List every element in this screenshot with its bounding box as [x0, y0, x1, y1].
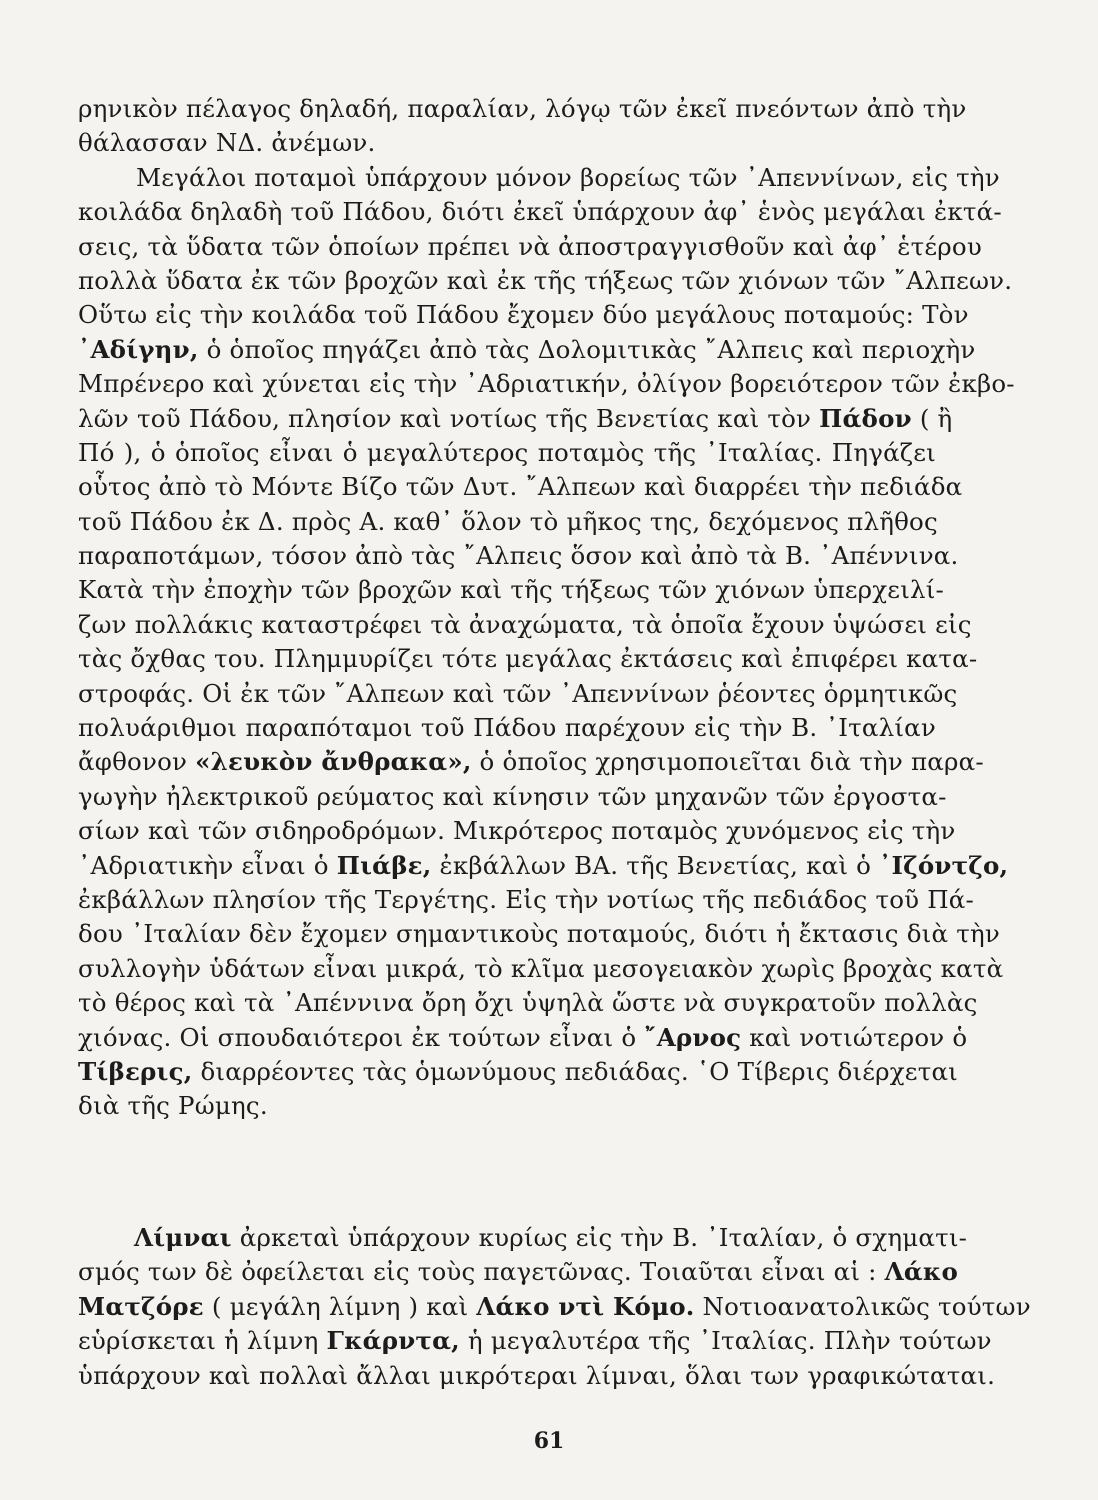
text-line	[78, 711, 936, 745]
text-segment: ὁ ὁποῖος χρησιμοποιεῖται διὰ τὴν παρα-	[471, 747, 984, 777]
text-line	[78, 195, 1002, 229]
text-line	[78, 402, 953, 436]
text-segment: καὶ νοτιώτερον ὁ	[741, 1022, 968, 1052]
text-segment: θάλασσαν ΝΔ. ἀνέμων.	[78, 128, 376, 158]
bold-term: «λευκὸν ἄνθρακα»,	[195, 747, 472, 777]
bold-term: ῎Αρνος	[644, 1022, 742, 1052]
text-segment: τοῦ Πάδου ἐκ Δ. πρὸς Α. καθ᾿ ὅλον τὸ μῆκος της, δεχόμενος πλῆθος	[78, 506, 938, 536]
text-line	[78, 1324, 992, 1358]
text-line	[78, 264, 1013, 298]
text-segment: πολλὰ ὕδατα ἐκ τῶν βροχῶν καὶ ἐκ τῆς τήξεως τῶν χιόνων τῶν ῎Αλπεων.	[78, 265, 1013, 295]
bold-term: Τίβερις,	[78, 1056, 193, 1086]
text-segment: ( ἢ	[911, 403, 953, 433]
text-line	[78, 849, 1009, 883]
text-segment: σεις, τὰ ὕδατα τῶν ὁποίων πρέπει νὰ ἀποστραγγισθοῦν καὶ ἀφ᾿ ἑτέρου	[78, 231, 982, 261]
text-line	[78, 470, 963, 504]
text-line	[78, 745, 984, 779]
text-segment: δου ᾿Ιταλίαν δὲν ἔχομεν σημαντικοὺς ποταμούς, διότι ἡ ἔκτασις διὰ τὴν	[78, 919, 1000, 949]
bold-term: Λάκο	[884, 1257, 959, 1287]
text-segment: οὗτος ἀπὸ τὸ Μόντε Βίζο τῶν Δυτ. ῎Αλπεων καὶ διαρρέει τὴν πεδιάδα	[78, 472, 963, 502]
text-line	[78, 1255, 959, 1289]
text-segment: ἐκβάλλων πλησίον τῆς Τεργέτης. Εἰς τὴν νοτίως τῆς πεδιάδος τοῦ Πά-	[78, 884, 975, 914]
text-segment: ρηνικὸν πέλαγος δηλαδή, παραλίαν, λόγῳ τῶν ἐκεῖ πνεόντων ἀπὸ τὴν	[78, 94, 967, 123]
text-segment: παραποτάμων, τόσον ἀπὸ τὰς ῎Αλπεις ὅσον καὶ ἀπὸ τὰ Β. ᾿Απέννινα.	[78, 541, 959, 571]
text-segment: ( μεγάλη λίμνη ) καὶ	[203, 1291, 477, 1321]
text-segment: χιόνας. Οἱ σπουδαιότεροι ἐκ τούτων εἶναι ὁ	[78, 1022, 645, 1052]
text-segment: Νοτιοανατολικῶς τούτων	[694, 1291, 1031, 1321]
text-line	[78, 1221, 968, 1255]
text-line	[78, 298, 969, 332]
text-segment: συλλογὴν ὑδάτων εἶναι μικρά, τὸ κλῖμα μεσογειακὸν χωρὶς βροχὰς κατὰ	[78, 953, 1004, 983]
text-segment: κοιλάδα δηλαδὴ τοῦ Πάδου, διότι ἐκεῖ ὑπάρχουν ἀφ᾿ ἑνὸς μεγάλαι ἐκτά-	[78, 197, 1002, 227]
text-line	[78, 917, 1000, 951]
text-line	[78, 814, 956, 848]
text-line	[78, 505, 936, 539]
text-segment: διαρρέοντες τὰς ὁμωνύμους πεδιάδας. ῾Ο Τίβερις διέρχεται	[192, 1056, 958, 1086]
bold-term: Πάδον	[819, 403, 912, 433]
text-segment: Μπρένερο καὶ χύνεται εἰς τὴν ᾿Αδριατικήν, ὀλίγον βορειότερον τῶν ἐκβο-	[78, 369, 1015, 399]
text-segment: Οὕτω εἰς τὴν κοιλάδα τοῦ Πάδου ἔχομεν δύο μεγάλους ποταμούς: Τὸν	[78, 300, 969, 330]
text-segment: διὰ τῆς Ρώμης.	[78, 1091, 268, 1121]
text-segment: τὰς ὄχθας του. Πλημμυρίζει τότε μεγάλας ἐκτάσεις καὶ ἐπιφέρει κατα-	[78, 644, 978, 674]
text-line	[78, 573, 945, 607]
rivers-section	[78, 92, 1015, 1124]
text-line	[78, 333, 976, 367]
text-line	[78, 642, 978, 676]
text-segment: τὸ θέρος καὶ τὰ ᾿Απέννινα ὄρη ὄχι ὑψηλὰ ὥστε νὰ συγκρατοῦν πολλὰς	[78, 988, 978, 1018]
text-line	[78, 436, 936, 470]
text-line	[78, 1055, 958, 1089]
text-segment: στροφάς. Οἱ ἐκ τῶν ῎Αλπεων καὶ τῶν ᾿Απεννίνων ῥέοντες ὁρμητικῶς	[78, 678, 958, 708]
text-line	[78, 986, 978, 1020]
paragraph	[78, 161, 1015, 1124]
bold-term: Ματζόρε	[78, 1291, 204, 1321]
text-line	[78, 780, 947, 814]
text-segment: Πό ), ὁ ὁποῖος εἶναι ὁ μεγαλύτερος ποταμὸς τῆς ᾿Ιταλίας. Πηγάζει	[78, 437, 936, 467]
text-line	[78, 952, 1004, 986]
text-line	[78, 1359, 996, 1393]
text-line	[78, 883, 975, 917]
text-segment: ᾿Αδριατικὴν εἶναι ὁ	[78, 850, 337, 880]
text-line	[78, 230, 982, 264]
text-segment: Μεγάλοι ποταμοὶ ὑπάρχουν μόνον βορείως τῶν ᾿Απεννίνων, εἰς τὴν	[136, 162, 1000, 192]
paragraph	[78, 92, 967, 161]
paragraph	[78, 1221, 1031, 1393]
text-line	[78, 161, 1000, 195]
text-segment: ἐκβάλλων ΒΑ. τῆς Βενετίας, καὶ ὁ	[431, 850, 880, 880]
text-segment: γωγὴν ἠλεκτρικοῦ ρεύματος καὶ κίνησιν τῶν μηχανῶν τῶν ἐργοστα-	[78, 781, 947, 811]
text-segment: ὁ ὁποῖος πηγάζει ἀπὸ τὰς Δολομιτικὰς ῎Αλπεις καὶ περιοχὴν	[198, 334, 976, 364]
bold-term: ᾿Ιζόντζο,	[879, 850, 1009, 880]
text-line	[78, 367, 1015, 401]
text-line	[78, 677, 958, 711]
text-line	[78, 608, 972, 642]
bold-term: ᾿Αδίγην,	[78, 334, 199, 364]
text-line	[78, 1021, 968, 1055]
text-line	[78, 1290, 1031, 1324]
text-segment: λῶν τοῦ Πάδου, πλησίον καὶ νοτίως τῆς Βενετίας καὶ τὸν	[78, 403, 820, 433]
text-line	[78, 126, 936, 160]
text-segment: ἡ μεγαλυτέρα τῆς ᾿Ιταλίας. Πλὴν τούτων	[459, 1326, 992, 1356]
bold-term: Γκάρντα,	[326, 1326, 460, 1356]
text-segment: ἀρκεταὶ ὑπάρχουν κυρίως εἰς τὴν Β. ᾿Ιταλίαν, ὁ σχηματι-	[231, 1223, 968, 1252]
text-segment: ὑπάρχουν καὶ πολλαὶ ἄλλαι μικρότεραι λίμναι, ὅλαι των γραφικώταται.	[78, 1360, 996, 1390]
text-segment: πολυάριθμοι παραπόταμοι τοῦ Πάδου παρέχουν εἰς τὴν Β. ᾿Ιταλίαν	[78, 713, 936, 743]
text-line	[78, 539, 959, 573]
lakes-section	[78, 1221, 1031, 1393]
text-line	[78, 1089, 936, 1123]
text-segment: εὑρίσκεται ἡ λίμνη	[78, 1326, 327, 1356]
text-segment: Κατὰ τὴν ἐποχὴν τῶν βροχῶν καὶ τῆς τήξεως τῶν χιόνων ὑπερχειλί-	[78, 575, 945, 605]
bold-term: Πιάβε,	[336, 850, 432, 880]
bold-term: Λάκο ντὶ Κόμο.	[476, 1291, 695, 1321]
bold-term: Λίμναι	[134, 1223, 232, 1252]
text-segment: ζων πολλάκις καταστρέφει τὰ ἀναχώματα, τὰ ὁποῖα ἔχουν ὑψώσει εἰς	[78, 609, 972, 639]
text-segment: ἄφθονον	[78, 747, 196, 777]
text-segment: σμός των δὲ ὀφείλεται εἰς τοὺς παγετῶνας. Τοιαῦται εἶναι αἱ :	[78, 1257, 885, 1287]
text-line	[78, 92, 967, 126]
page-number: 61	[533, 1428, 565, 1454]
text-segment: σίων καὶ τῶν σιδηροδρόμων. Μικρότερος ποταμὸς χυνόμενος εἰς τὴν	[78, 816, 956, 846]
